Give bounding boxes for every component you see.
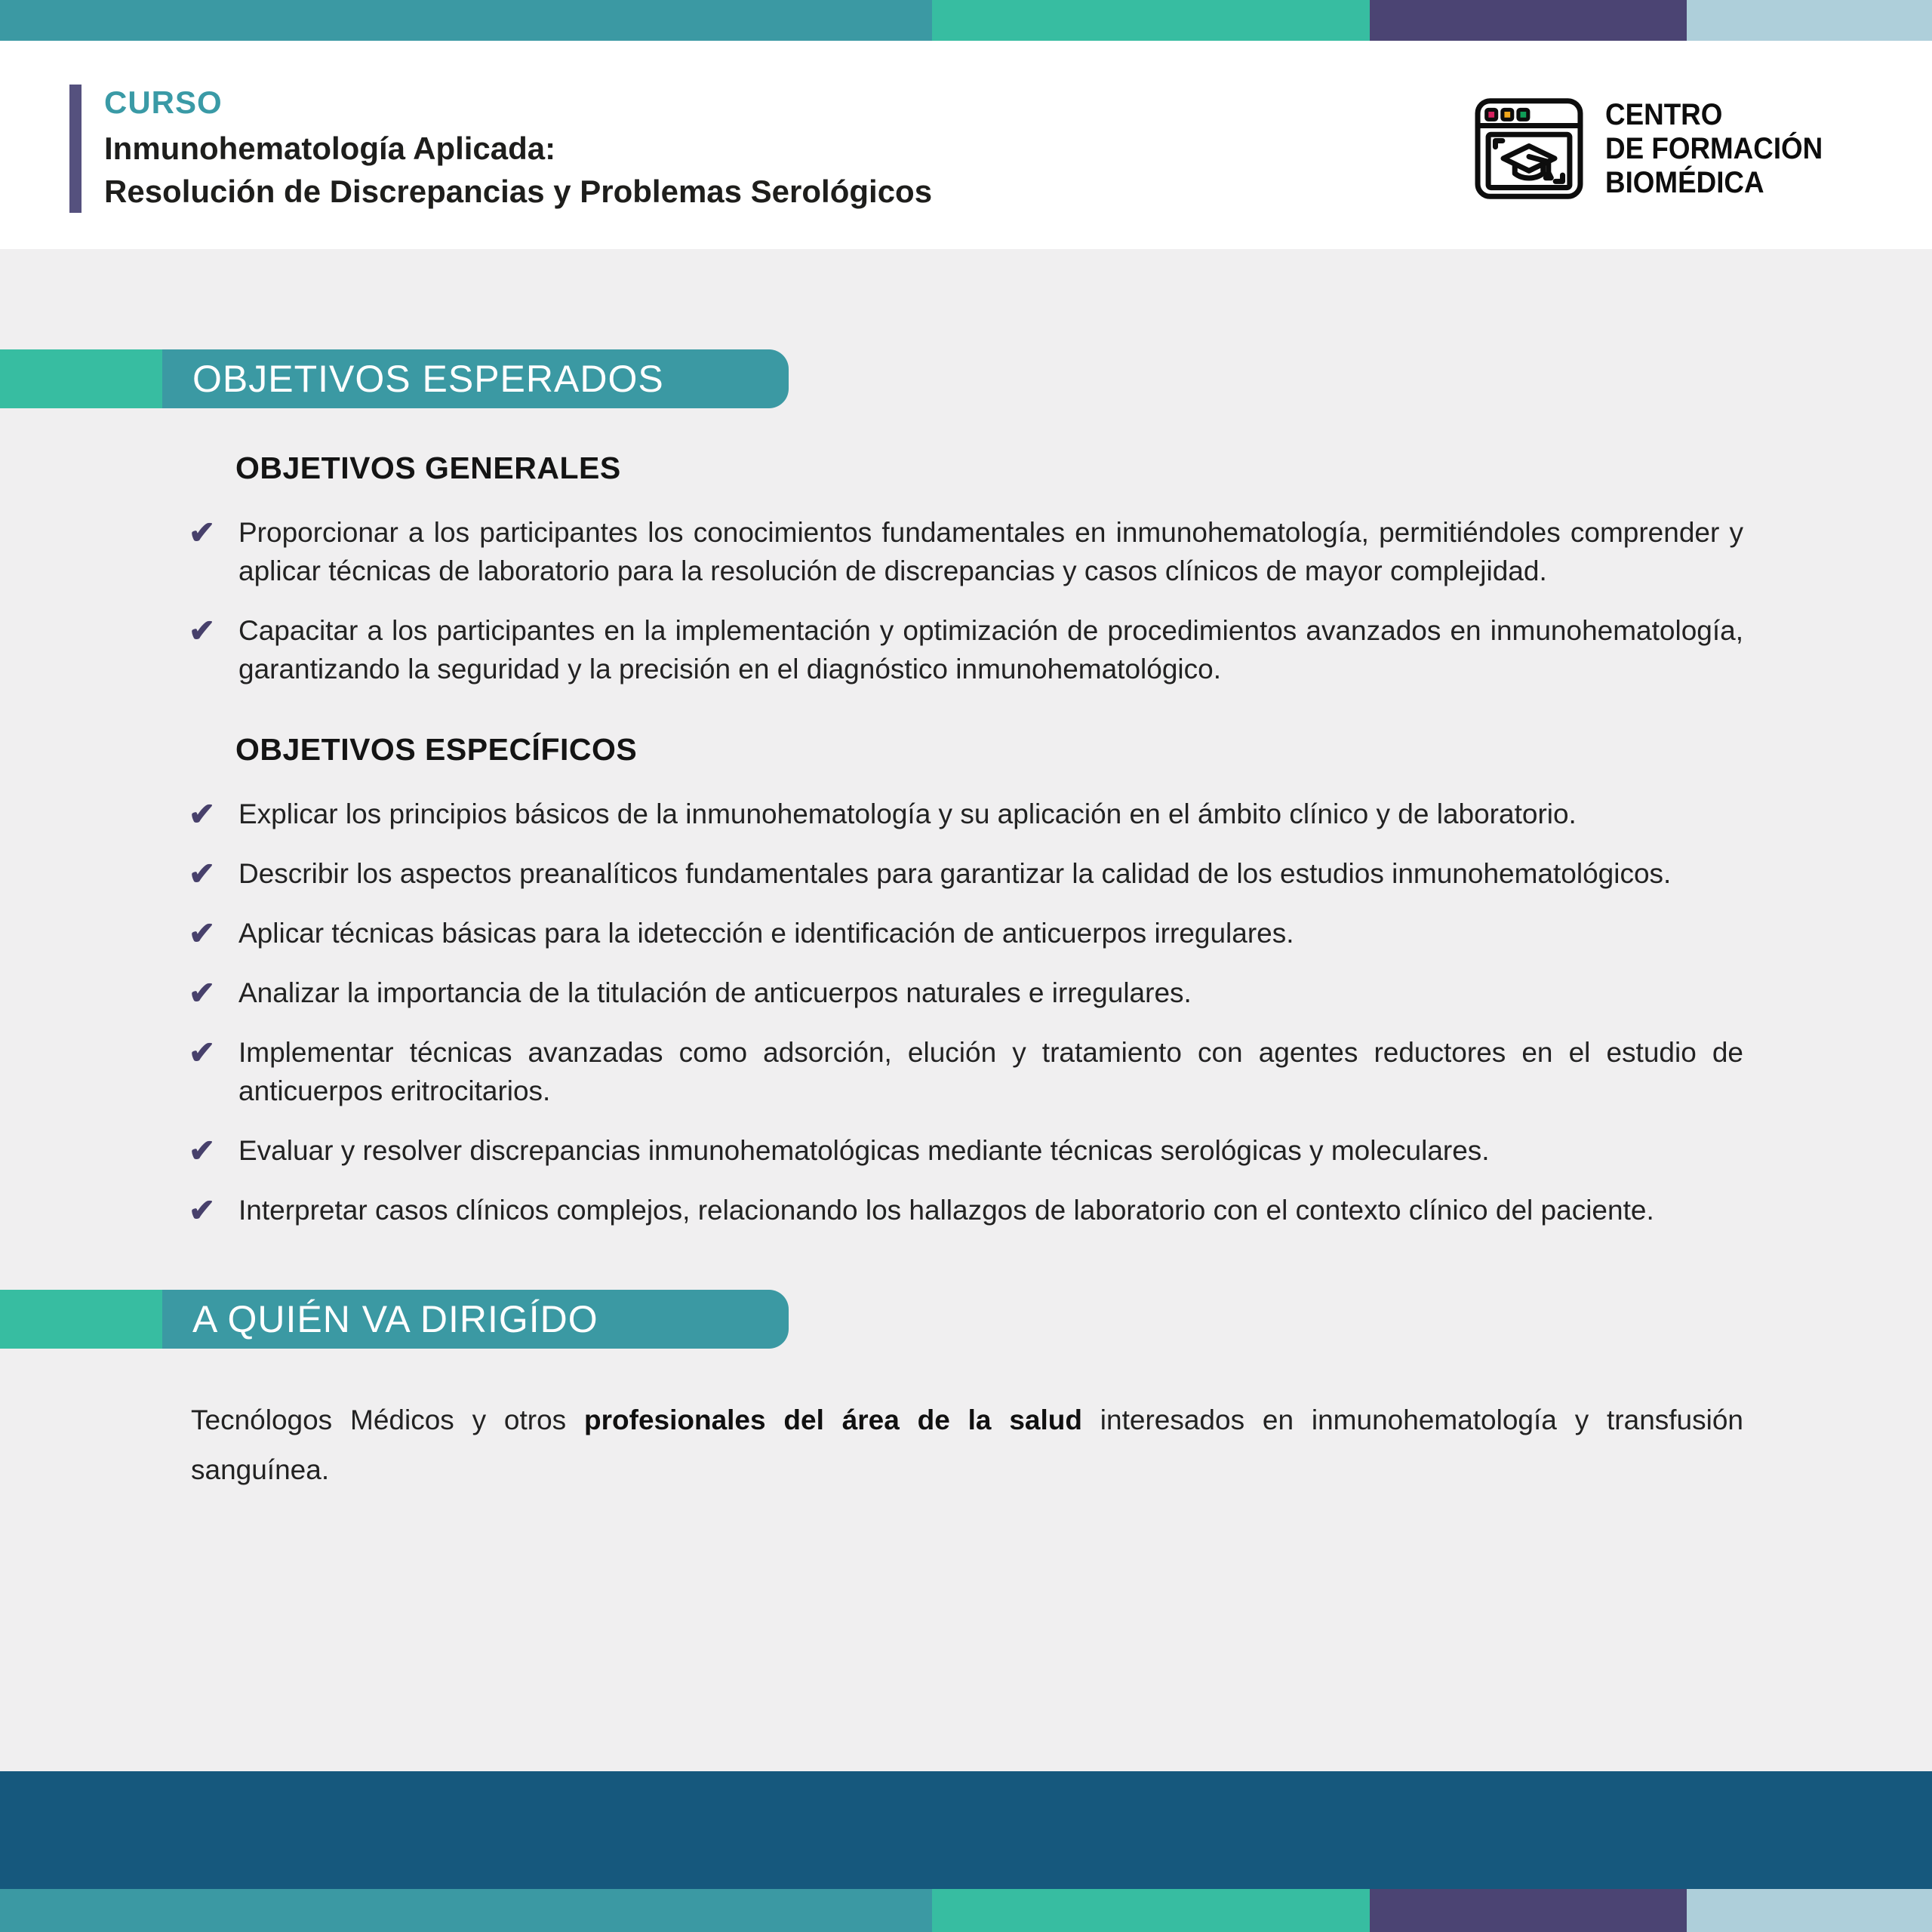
objetivos-generales-list — [189, 513, 1743, 688]
section-title-objetivos: OBJETIVOS ESPERADOS — [162, 349, 789, 408]
list-item — [189, 611, 1743, 688]
list-item — [189, 513, 1743, 590]
band-accent-green — [0, 1290, 162, 1349]
audience-text-after: interesados en inmunohematología y transfusión sanguínea. — [191, 1404, 1744, 1485]
objective-text: Capacitar a los participantes en la implementación y optimización de procedimientos avanzados en inmunohematología, garantizando la seguridad y la precisión en el diagnóstico inmunohematológico. — [238, 615, 1743, 685]
stripe-segment-lightblue — [1687, 1889, 1932, 1932]
logo-line-3: BIOMÉDICA — [1604, 165, 1764, 199]
objetivos-section — [0, 408, 1932, 1229]
check-icon: ✔ — [189, 975, 216, 1011]
course-title-line-1: Inmunohematología Aplicada: — [104, 131, 556, 166]
check-icon: ✔ — [189, 1035, 216, 1070]
check-icon: ✔ — [189, 613, 216, 648]
check-icon: ✔ — [189, 915, 216, 951]
objective-text: Analizar la importancia de la titulación de anticuerpos naturales e irregulares. — [238, 977, 1192, 1008]
course-title-line-2: Resolución de Discrepancias y Problemas Serológicos — [104, 174, 933, 209]
section-title-audiencia: A QUIÉN VA DIRIGÍDO — [162, 1290, 789, 1349]
logo-line-2: DE FORMACIÓN — [1604, 131, 1823, 165]
objective-text: Evaluar y resolver discrepancias inmunohematológicas mediante técnicas serológicas y moleculares. — [238, 1135, 1490, 1166]
band-accent-green — [0, 349, 162, 408]
audience-paragraph — [191, 1395, 1743, 1495]
heading-objetivos-generales: OBJETIVOS GENERALES — [235, 451, 621, 485]
list-item — [189, 1033, 1743, 1110]
browser-graduation-cap-icon — [1472, 92, 1586, 205]
check-icon: ✔ — [189, 1192, 216, 1228]
header — [0, 41, 1932, 249]
objetivos-especificos-list — [189, 795, 1743, 1229]
top-stripe — [0, 0, 1932, 41]
objective-text: Implementar técnicas avanzadas como adsorción, elución y tratamiento con agentes reductores en el estudio de anticuerpos eritrocitarios. — [238, 1037, 1743, 1106]
stripe-segment-green — [932, 0, 1370, 41]
stripe-segment-lightblue — [1687, 0, 1932, 41]
stripe-segment-green — [932, 1889, 1370, 1932]
objective-text: Aplicar técnicas básicas para la idetección e identificación de anticuerpos irregulares. — [238, 918, 1294, 949]
content-area — [0, 249, 1932, 1771]
logo-text — [1605, 98, 1823, 200]
check-icon: ✔ — [189, 856, 216, 891]
objective-text: Describir los aspectos preanalíticos fundamentales para garantizar la calidad de los estudios inmunohematológicos. — [238, 858, 1672, 889]
objective-text: Interpretar casos clínicos complejos, relacionando los hallazgos de laboratorio con el contexto clínico del paciente. — [238, 1195, 1654, 1226]
footer-bar — [0, 1771, 1932, 1889]
stripe-segment-teal — [0, 0, 932, 41]
objective-text: Explicar los principios básicos de la inmunohematología y su aplicación en el ámbito clínico y de laboratorio. — [238, 798, 1577, 829]
list-item — [189, 974, 1743, 1012]
list-item — [189, 1131, 1743, 1170]
section-band-audiencia — [0, 1290, 1932, 1349]
audience-text-bold: profesionales del área de la salud — [584, 1404, 1082, 1435]
list-item — [189, 795, 1743, 833]
stripe-segment-purple — [1370, 1889, 1687, 1932]
section-band-objetivos — [0, 349, 1932, 408]
check-icon: ✔ — [189, 1133, 216, 1168]
list-item — [189, 854, 1743, 893]
logo — [1472, 92, 1841, 205]
stripe-segment-teal — [0, 1889, 932, 1932]
stripe-segment-purple — [1370, 0, 1687, 41]
bottom-stripe — [0, 1889, 1932, 1932]
list-item — [189, 1191, 1743, 1229]
audience-text-before: Tecnólogos Médicos y otros — [191, 1404, 585, 1435]
course-header — [69, 85, 932, 213]
list-item — [189, 914, 1743, 952]
heading-objetivos-especificos: OBJETIVOS ESPECÍFICOS — [235, 732, 638, 767]
objective-text: Proporcionar a los participantes los conocimientos fundamentales en inmunohematología, permitiéndoles comprender y aplicar técnicas de laboratorio para la resolución de discrepancias y casos clínicos de mayor complejidad. — [238, 517, 1743, 586]
check-icon: ✔ — [189, 796, 216, 832]
check-icon: ✔ — [189, 515, 216, 550]
course-kicker: CURSO — [104, 85, 223, 120]
logo-line-1: CENTRO — [1604, 97, 1723, 131]
